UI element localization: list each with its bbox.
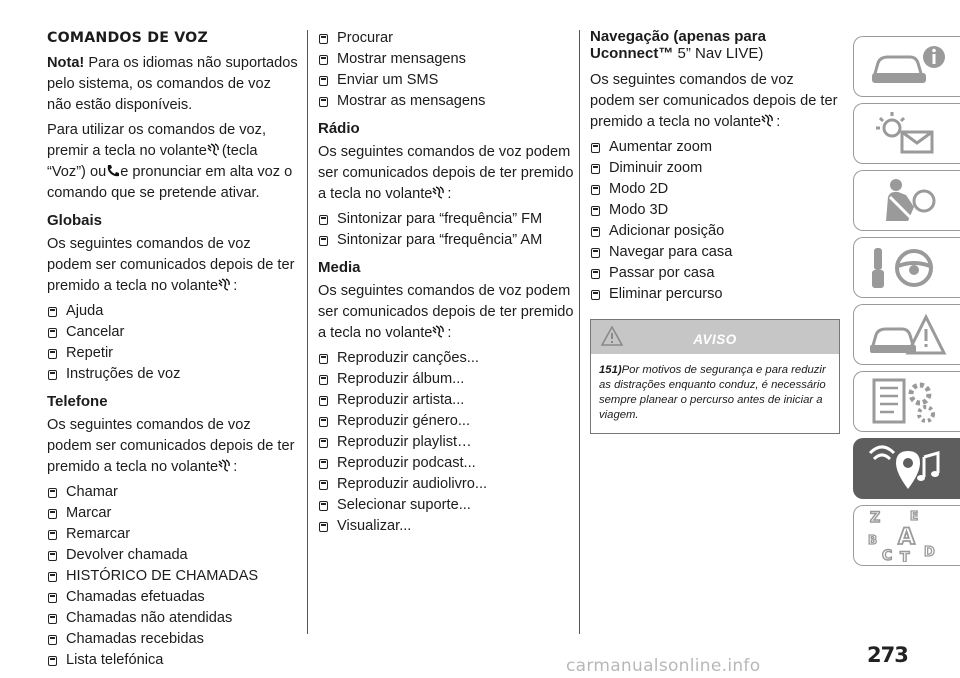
- media-list: [318, 348, 574, 537]
- checkbox-bullet-icon: [48, 307, 57, 317]
- warning-header: [591, 320, 839, 354]
- note-label: Nota!: [47, 55, 85, 71]
- column-2: [318, 28, 574, 541]
- chapter-tabs: [853, 36, 960, 572]
- list-item-text: Visualizar...: [337, 518, 412, 534]
- maintenance-icon: [868, 378, 948, 426]
- list-item-text: Reproduzir género...: [337, 413, 471, 429]
- list-item: [318, 432, 574, 453]
- checkbox-bullet-icon: [48, 572, 57, 582]
- list-item-text: Mostrar mensagens: [337, 51, 466, 67]
- checkbox-bullet-icon: [48, 551, 57, 561]
- radio-intro: Os seguintes comandos de voz podem ser comunicados depois de ter premido a tecla no volante :: [318, 144, 574, 202]
- list-item: [318, 390, 574, 411]
- tab-maintenance[interactable]: [853, 371, 960, 432]
- checkbox-bullet-icon: [319, 215, 328, 225]
- list-item: [318, 474, 574, 495]
- list-item: [318, 28, 574, 49]
- multimedia-icon: [868, 445, 948, 493]
- list-item: [318, 411, 574, 432]
- index-letter: D: [924, 545, 935, 560]
- column-1: [47, 28, 299, 675]
- telefone-intro: Os seguintes comandos de voz podem ser comunicados depois de ter premido a tecla no volante :: [47, 417, 295, 475]
- heading-media: Media: [318, 259, 361, 276]
- radio-intro-text: Os seguintes comandos de voz podem ser comunicados depois de ter premido a tecla no volante: [318, 144, 574, 202]
- list-item: [318, 91, 574, 112]
- voice-command-icon: [432, 324, 447, 339]
- list-item: [590, 242, 842, 263]
- heading-globais: Globais: [47, 212, 103, 229]
- list-item: [47, 650, 299, 671]
- list-item: [47, 343, 299, 364]
- list-item: [590, 221, 842, 242]
- list-item-text: Reproduzir canções...: [337, 350, 479, 366]
- checkbox-bullet-icon: [319, 375, 328, 385]
- checkbox-bullet-icon: [319, 55, 328, 65]
- column-3: [590, 28, 842, 434]
- checkbox-bullet-icon: [319, 459, 328, 469]
- list-item-text: Modo 2D: [609, 181, 669, 197]
- checkbox-bullet-icon: [48, 328, 57, 338]
- globais-list: [47, 301, 299, 385]
- nav-heading-rest: 5” Nav LIVE): [677, 45, 764, 62]
- list-item: [590, 284, 842, 305]
- list-item: [47, 566, 299, 587]
- list-item-text: Adicionar posição: [609, 223, 725, 239]
- checkbox-bullet-icon: [591, 290, 600, 300]
- checkbox-bullet-icon: [319, 417, 328, 427]
- checkbox-bullet-icon: [319, 396, 328, 406]
- usage-text-1: Para utilizar os comandos de voz, premir a tecla no volante: [47, 122, 267, 159]
- checkbox-bullet-icon: [48, 635, 57, 645]
- list-item-text: Passar por casa: [609, 265, 715, 281]
- checkbox-bullet-icon: [48, 530, 57, 540]
- list-item: [318, 70, 574, 91]
- media-intro-text: Os seguintes comandos de voz podem ser comunicados depois de ter premido a tecla no volante: [318, 283, 574, 341]
- checkbox-bullet-icon: [319, 34, 328, 44]
- list-item: [47, 322, 299, 343]
- checkbox-bullet-icon: [591, 269, 600, 279]
- checkbox-bullet-icon: [319, 236, 328, 246]
- checkbox-bullet-icon: [591, 248, 600, 258]
- checkbox-bullet-icon: [319, 522, 328, 532]
- watermark: carmanualsonline.info: [566, 656, 761, 676]
- checkbox-bullet-icon: [48, 488, 57, 498]
- list-item: [47, 301, 299, 322]
- page-number: 273: [867, 643, 908, 667]
- note-text: Para os idiomas não suportados pelo sistema, os comandos de voz não estão disponíveis.: [47, 55, 298, 113]
- list-item-text: Repetir: [66, 345, 114, 361]
- list-item-text: Procurar: [337, 30, 393, 46]
- heading-telefone: Telefone: [47, 393, 108, 410]
- list-item: [318, 495, 574, 516]
- globais-intro-text: Os seguintes comandos de voz podem ser comunicados depois de ter premido a tecla no volante: [47, 236, 295, 294]
- list-item: [590, 200, 842, 221]
- list-item-text: Navegar para casa: [609, 244, 733, 260]
- warning-text: Por motivos de segurança e para reduzir as distrações enquanto conduz, é necessário sempre planear o percurso antes de iniciar a viagem.: [599, 364, 826, 421]
- list-item-text: Marcar: [66, 505, 112, 521]
- list-item-text: Remarcar: [66, 526, 131, 542]
- tab-emergency[interactable]: [853, 304, 960, 365]
- media-intro: Os seguintes comandos de voz podem ser comunicados depois de ter premido a tecla no volante :: [318, 283, 574, 341]
- index-letter: C: [882, 548, 893, 562]
- tab-car-info[interactable]: [853, 36, 960, 97]
- checkbox-bullet-icon: [591, 206, 600, 216]
- nav-list: [590, 137, 842, 305]
- checkbox-bullet-icon: [319, 354, 328, 364]
- index-letters-icon: [868, 508, 948, 562]
- list-item-text: Reproduzir playlist…: [337, 434, 472, 450]
- list-item-text: Reproduzir audiolivro...: [337, 476, 488, 492]
- note-paragraph: [47, 53, 299, 116]
- list-item-text: Chamar: [66, 484, 118, 500]
- tab-warning-lights[interactable]: [853, 103, 960, 164]
- warning-ref: 151): [599, 364, 622, 376]
- voice-command-icon: [207, 142, 222, 157]
- list-item-text: Eliminar percurso: [609, 286, 723, 302]
- list-item-text: Ajuda: [66, 303, 104, 319]
- index-letter: B: [868, 533, 878, 547]
- checkbox-bullet-icon: [319, 480, 328, 490]
- checkbox-bullet-icon: [48, 656, 57, 666]
- list-item-text: Cancelar: [66, 324, 125, 340]
- checkbox-bullet-icon: [591, 143, 600, 153]
- list-item: [318, 348, 574, 369]
- telefone-list: [47, 482, 299, 671]
- usage-text-3: e pronunciar em alta voz o comando que se pretende ativar.: [47, 164, 293, 201]
- list-item: [47, 545, 299, 566]
- checkbox-bullet-icon: [319, 438, 328, 448]
- warning-body: [591, 354, 839, 433]
- section-title: COMANDOS DE VOZ: [47, 30, 208, 46]
- voice-command-icon: [761, 113, 776, 128]
- list-item: [318, 49, 574, 70]
- list-item-text: Diminuir zoom: [609, 160, 703, 176]
- list-item: [590, 137, 842, 158]
- tab-airbag-seatbelt[interactable]: [853, 170, 960, 231]
- voice-command-icon: [432, 185, 447, 200]
- list-item-text: Chamadas não atendidas: [66, 610, 233, 626]
- list-item: [47, 629, 299, 650]
- checkbox-bullet-icon: [319, 76, 328, 86]
- list-item: [590, 263, 842, 284]
- list-item: [318, 230, 574, 251]
- list-item: [590, 158, 842, 179]
- tab-multimedia[interactable]: [853, 438, 960, 499]
- tab-steering-key[interactable]: [853, 237, 960, 298]
- list-item-text: Modo 3D: [609, 202, 669, 218]
- checkbox-bullet-icon: [48, 349, 57, 359]
- list-item-text: Sintonizar para “frequência” AM: [337, 232, 543, 248]
- heading-radio: Rádio: [318, 120, 360, 137]
- column-divider: [307, 30, 308, 634]
- globais-intro: Os seguintes comandos de voz podem ser comunicados depois de ter premido a tecla no volante :: [47, 236, 295, 294]
- list-item-text: Reproduzir podcast...: [337, 455, 476, 471]
- telefone-intro-text: Os seguintes comandos de voz podem ser comunicados depois de ter premido a tecla no volante: [47, 417, 295, 475]
- checkbox-bullet-icon: [48, 370, 57, 380]
- nav-intro-text: Os seguintes comandos de voz podem ser comunicados depois de ter premido a tecla no volante: [590, 72, 838, 130]
- checkbox-bullet-icon: [591, 164, 600, 174]
- checkbox-bullet-icon: [591, 185, 600, 195]
- steering-key-icon: [868, 244, 948, 292]
- checkbox-bullet-icon: [48, 509, 57, 519]
- list-item: [47, 503, 299, 524]
- checkbox-bullet-icon: [319, 97, 328, 107]
- list-item-text: HISTÓRICO DE CHAMADAS: [66, 568, 259, 584]
- emergency-icon: [868, 311, 948, 359]
- list-item: [47, 587, 299, 608]
- nav-intro: Os seguintes comandos de voz podem ser comunicados depois de ter premido a tecla no volante :: [590, 72, 838, 130]
- phone-icon: [106, 164, 120, 178]
- list-item-text: Chamadas recebidas: [66, 631, 204, 647]
- list-item: [47, 482, 299, 503]
- list-item-text: Devolver chamada: [66, 547, 188, 563]
- checkbox-bullet-icon: [319, 501, 328, 511]
- list-item-text: Reproduzir artista...: [337, 392, 465, 408]
- voice-command-icon: [218, 277, 233, 292]
- radio-list: [318, 209, 574, 251]
- heading-navigation: [590, 28, 842, 62]
- index-letter: E: [910, 509, 919, 523]
- list-item-text: Sintonizar para “frequência” FM: [337, 211, 543, 227]
- index-letter: T: [900, 550, 910, 562]
- tab-index[interactable]: [853, 505, 960, 566]
- list-item: [318, 369, 574, 390]
- list-item-text: Enviar um SMS: [337, 72, 439, 88]
- list-item: [590, 179, 842, 200]
- car-info-icon: [868, 43, 948, 91]
- list-item-text: Chamadas efetuadas: [66, 589, 205, 605]
- list-item-text: Lista telefónica: [66, 652, 164, 668]
- usage-text-2: (tecla “Voz”) ou: [47, 143, 258, 180]
- checkbox-bullet-icon: [48, 593, 57, 603]
- index-letter: A: [898, 525, 916, 550]
- list-item-text: Reproduzir álbum...: [337, 371, 465, 387]
- list-item: [47, 608, 299, 629]
- column-divider: [579, 30, 580, 634]
- messages-list: [318, 28, 574, 112]
- checkbox-bullet-icon: [48, 614, 57, 624]
- airbag-seatbelt-icon: [868, 177, 948, 225]
- list-item: [47, 524, 299, 545]
- warning-box: [590, 319, 840, 434]
- list-item-text: Aumentar zoom: [609, 139, 713, 155]
- list-item-text: Instruções de voz: [66, 366, 181, 382]
- list-item-text: Selecionar suporte...: [337, 497, 471, 513]
- index-letter: Z: [870, 510, 881, 526]
- usage-paragraph: [47, 120, 299, 204]
- list-item: [318, 516, 574, 537]
- list-item: [47, 364, 299, 385]
- warning-title: AVISO: [693, 332, 737, 347]
- nav-heading-bold: Navegação (apenas para Uconnect™: [590, 28, 766, 62]
- list-item: [318, 453, 574, 474]
- voice-command-icon: [218, 458, 233, 473]
- list-item: [318, 209, 574, 230]
- checkbox-bullet-icon: [591, 227, 600, 237]
- list-item-text: Mostrar as mensagens: [337, 93, 486, 109]
- warning-lights-icon: [868, 110, 948, 158]
